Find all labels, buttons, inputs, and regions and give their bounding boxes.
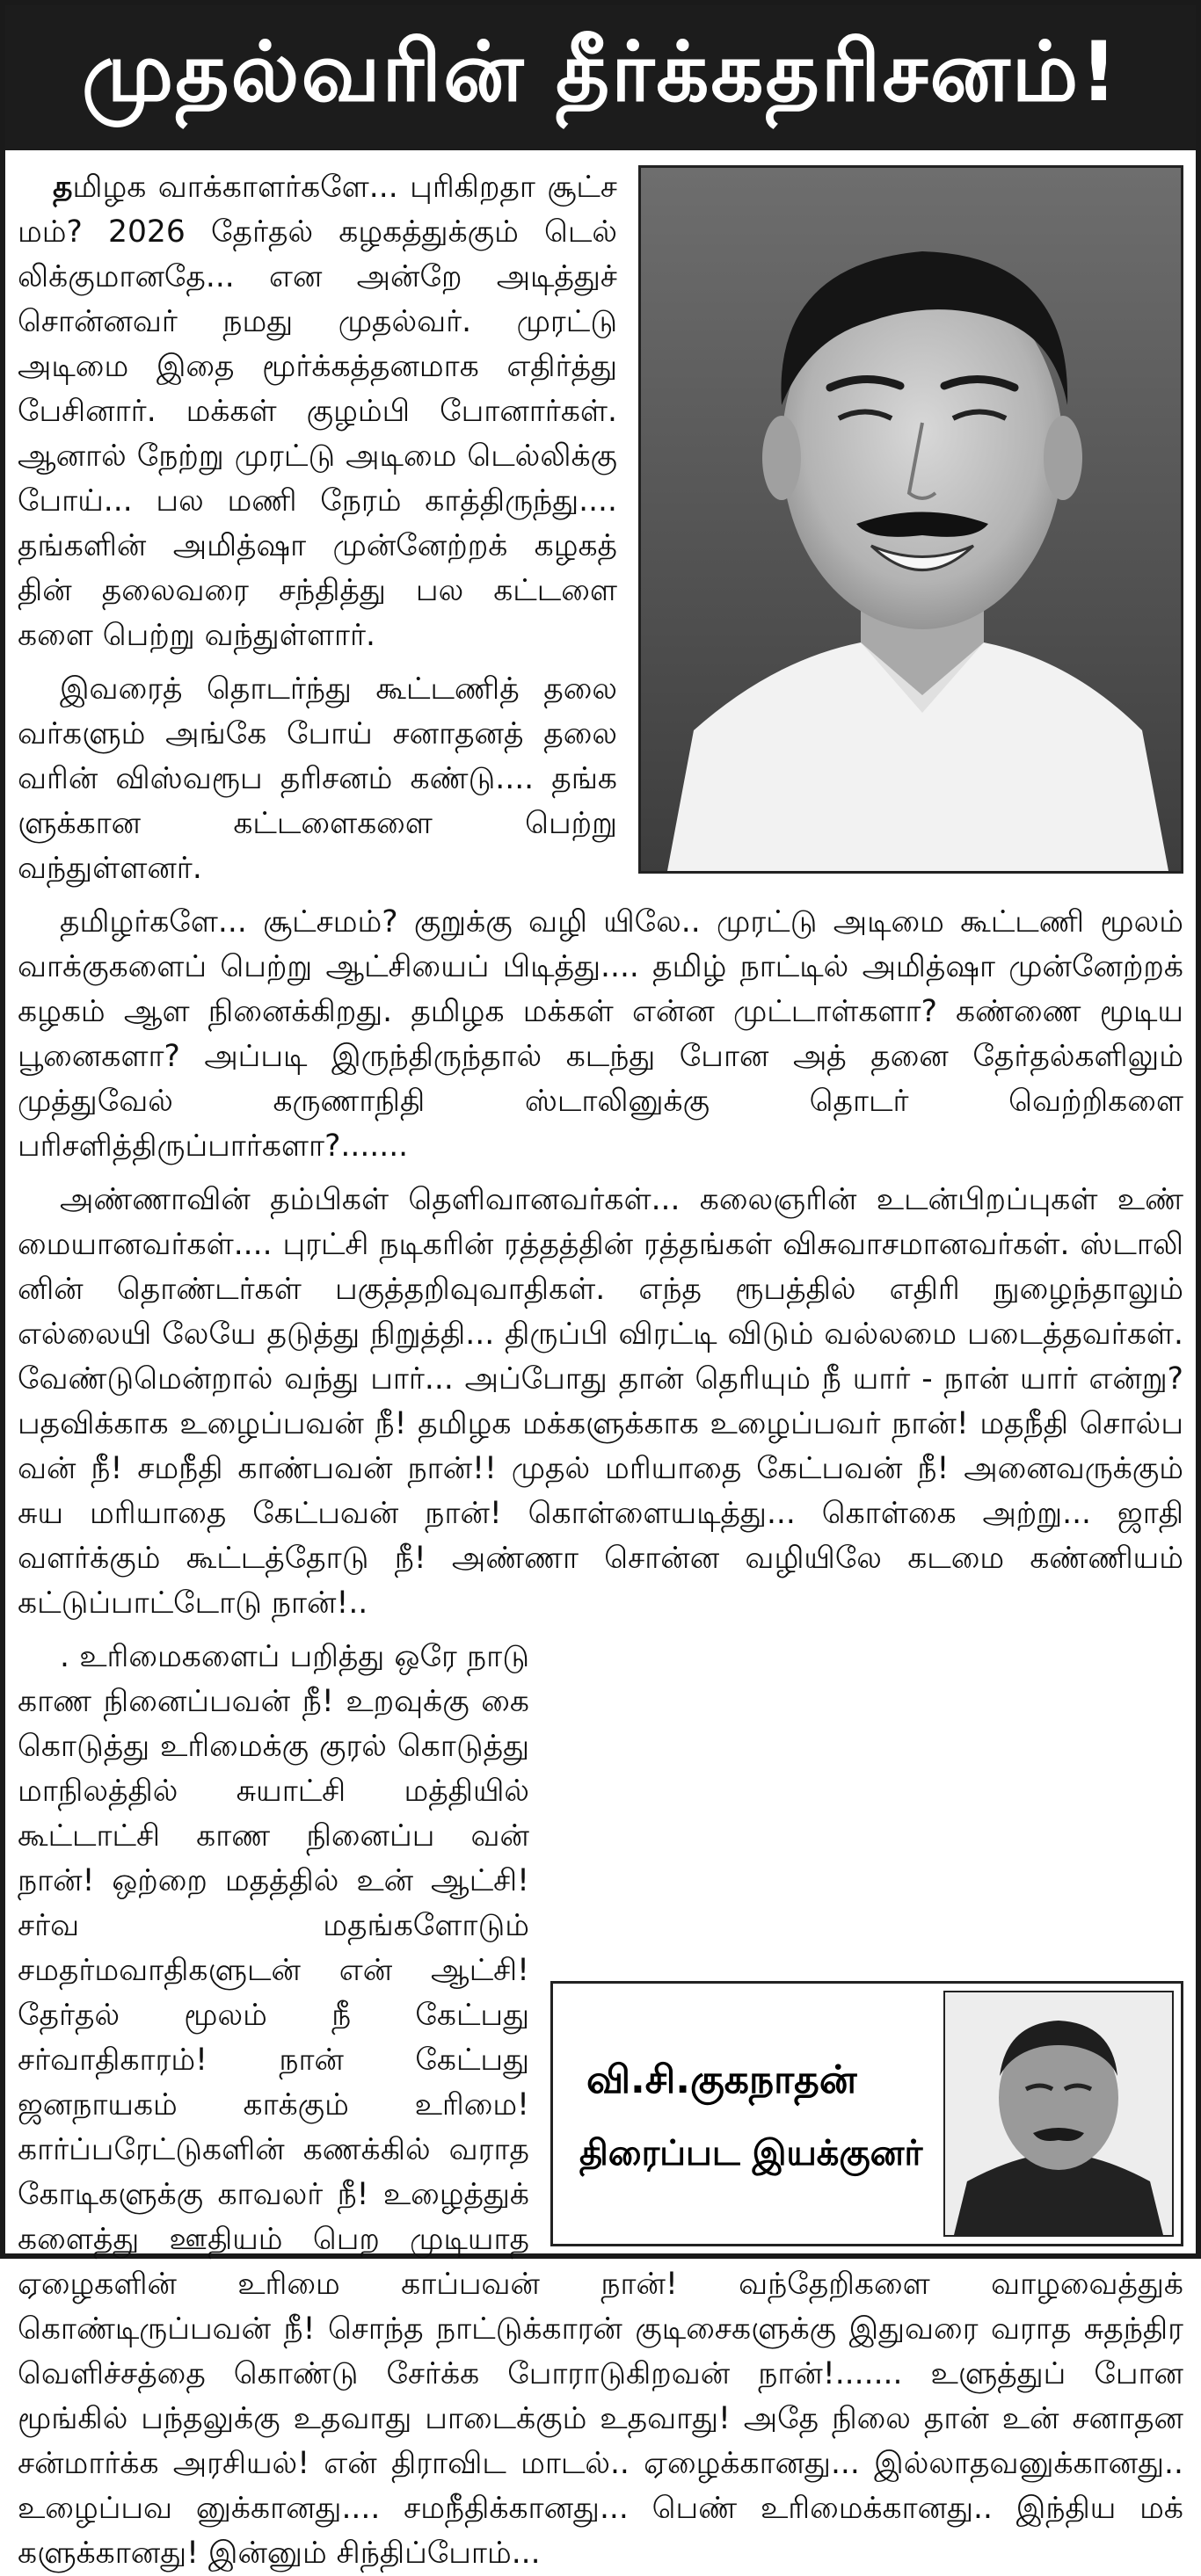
author-photo — [943, 1991, 1174, 2237]
paragraph-4: அண்ணாவின் தம்பிகள் தெளிவானவர்கள்... கலைஞரின் உடன்பிறப்புகள் உண் மையானவர்கள்.... புரட்சி நடிகரின் ரத்தத்தின் ரத்தங்கள் விசுவாசமானவர்கள். ஸ்டாலி னின் தொண்டர்கள் பகுத்தறிவுவாதிகள். எந்த ரூபத்தில் எதிரி நுழைந்தாலும் எல்லையி லேயே தடுத்து நிறுத்தி... திருப்பி விரட்டி விடும் வல்லமை படைத்தவர்கள். வேண்டுமென்றால் வந்து பார்... அப்போது தான் தெரியும் நீ யார் - நான் யார் என்று? பதவிக்காக உழைப்பவன் நீ! தமிழக மக்களுக்காக உழைப்பவர் நான்! மதநீதி சொல்ப வன் நீ! சமநீதி காண்பவன் நான்!! முதல் மரியாதை கேட்பவன் நீ! அனைவருக்கும் சுய மரியாதை கேட்பவன் நான்! கொள்ளையடித்து... கொள்கை அற்று... ஜாதி வளர்க்கும் கூட்டத்தோடு நீ! அண்ணா சொன்ன வழியிலே கடமை கண்ணியம் கட்டுப்பாட்டோடு நான்!.. — [18, 1182, 1183, 1621]
paragraph-2: இவரைத் தொடர்ந்து கூட்டணித் தலை வர்களும் அங்கே போய் சனாதனத் தலை வரின் விஸ்வரூப தரிசனம் கண்டு.... தங்க ளுக்கான கட்டளைகளை பெற்று வந்துள்ளனர். — [18, 671, 617, 886]
chief-minister-photo — [638, 165, 1183, 874]
paragraph-1-text: மிழக வாக்காளர்களே... புரிகிறதா சூட்ச மம்? 2026 தேர்தல் கழகத்துக்கும் டெல் லிக்குமானதே... என அன்றே அடித்துச் சொன்னவர் நமது முதல்வர். முரட்டு அடிமை இதை மூர்க்கத்தனமாக எதிர்த்து பேசினார். மக்கள் குழம்பி போனார்கள். ஆனால் நேற்று முரட்டு அடிமை டெல்லிக்கு போய்... பல மணி நேரம் காத்திருந்து.... தங்களின் அமித்ஷா முன்னேற்றக் கழகத் தின் தலைவரை சந்தித்து பல கட்டளை களை பெற்று வந்துள்ளார். — [18, 170, 617, 653]
author-name: வி.சி.குகநாதன் — [586, 2057, 857, 2102]
article-body — [18, 165, 1183, 2576]
portrait-illustration — [641, 168, 1181, 871]
author-role: திரைப்பட இயக்குனர் — [579, 2133, 923, 2173]
author-portrait-illustration — [945, 1992, 1172, 2235]
paragraph-1-lead: த — [53, 170, 73, 205]
paragraph-5: . உரிமைகளைப் பறித்து ஒரே நாடு காண நினைப்பவன் நீ! உறவுக்கு கை கொடுத்து உரிமைக்கு குரல் கொடுத்து மாநிலத்தில் சுயாட்சி மத்தியில் கூட்டாட்சி காண நினைப்ப வன் நான்! ஒற்றை மதத்தில் உன் ஆட்சி! சர்வ மதங்களோடும் சமதர்மவாதிகளுடன் என் ஆட்சி! தேர்தல் மூலம் நீ கேட்பது சர்வாதிகாரம்! நான் கேட்பது ஜனநாயகம் காக்கும் உரிமை! கார்ப்பரேட்டுகளின் கணக்கில் வராத கோடிகளுக்கு காவலர் நீ! உழைத்துக் களைத்து ஊதியம் பெற முடியாத ஏழைகளின் உரிமை காப்பவன் நான்! வந்தேறிகளை வாழவைத்துக் கொண்டிருப்பவன் நீ! சொந்த நாட்டுக்காரன் குடிசைகளுக்கு இதுவரை வராத சுதந்திர வெளிச்சத்தை கொண்டு சேர்க்க போராடுகிறவன் நான்!....... உளுத்துப் போன மூங்கில் பந்தலுக்கு உதவாது பாடைக்கும் உதவாது! அதே நிலை தான் உன் சனாதன சன்மார்க்க அரசியல்! என் திராவிட மாடல்.. ஏழைக்கானது... இல்லாதவனுக்கானது.. உழைப்பவ னுக்கானது.... சமநீதிக்கானது... பெண் உரிமைக்கானது.. இந்திய மக் களுக்கானது! இன்னும் சிந்திப்போம்... — [18, 1639, 1183, 2571]
author-box — [550, 1981, 1183, 2246]
paragraph-3: தமிழர்களே... சூட்சமம்? குறுக்கு வழி யிலே.. முரட்டு அடிமை கூட்டணி மூலம் வாக்குகளைப் பெற்று ஆட்சியைப் பிடித்து.... தமிழ் நாட்டில் அமித்ஷா முன்னேற்றக் கழகம் ஆள நினைக்கிறது. தமிழக மக்கள் என்ன முட்டாள்களா? கண்ணை மூடிய பூனைகளா? அப்படி இருந்திருந்தால் கடந்து போன அத் தனை தேர்தல்களிலும் முத்துவேல் கருணாநிதி ஸ்டாலினுக்கு தொடர் வெற்றிகளை பரிசளித்திருப்பார்களா?....... — [18, 904, 1183, 1164]
headline: முதல்வரின் தீர்க்கதரிசனம்! — [5, 5, 1196, 150]
